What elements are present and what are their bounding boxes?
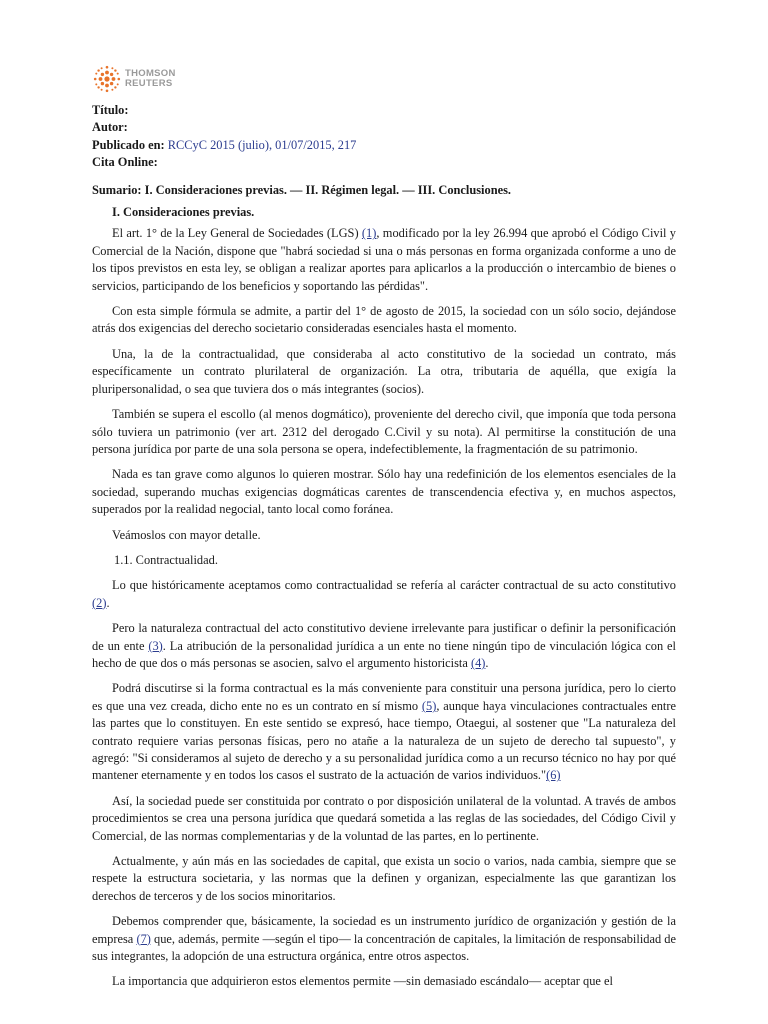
reuters-dots-icon bbox=[92, 64, 122, 94]
cita-label: Cita Online: bbox=[92, 155, 158, 170]
publicado-label: Publicado en: bbox=[92, 137, 165, 152]
paragraph-7: Lo que históricamente aceptamos como contractualidad se refería al carácter contractual de su acto constitutivo (2). bbox=[92, 578, 676, 610]
footnote-link-3[interactable]: (3) bbox=[148, 638, 163, 653]
paragraph-12: Debemos comprender que, básicamente, la sociedad es un instrumento jurídico de organización y gestión de la empresa (7) que, además, permite —según el tipo— la concentración de capitales, la limitación de responsabilidad de sus integrantes, la adopción de una estructura orgánica, entre otros aspectos. bbox=[92, 914, 676, 964]
paragraph-2: Con esta simple fórmula se admite, a partir del 1° de agosto de 2015, la sociedad con un sólo socio, dejándose atrás dos exigencias del derecho societario consideradas esenciales hasta el momento. bbox=[92, 304, 676, 336]
logo-line-2: REUTERS bbox=[125, 78, 173, 89]
paragraph-4: También se supera el escollo (al menos dogmático), proveniente del derecho civil, que imponía que toda persona sólo tuviera un patrimonio (ver art. 2312 del derogado C.Civil y su nota). Al permitirse la constitución de una persona jurídica por parte de una sola persona se opera, indefectiblemente, la fragmentación de su patrimonio. bbox=[92, 407, 676, 456]
paragraph-9: Podrá discutirse si la forma contractual es la más conveniente para constituir una persona jurídica, pero lo cierto es que una vez creada, dicho ente no es un contrato en sí mismo (5), aunque haya vinculaciones contractuales entre las partes que lo constituyen. En este sentido se expresó, hace tiempo, Otaegui, al sostener que "La naturaleza del contrato requiere varias personas físicas, pero no atañe a la naturaleza de un sujeto de derecho tal supuesto", y agregó: "Si consideramos al sujeto de derecho y a su personalidad jurídica como a un recurso técnico no hay por qué mantener eternamente y en todos los casos el sustrato de la actuación de varios individuos."(6) bbox=[92, 681, 676, 783]
footnote-link-1[interactable]: (1) bbox=[361, 226, 377, 241]
meta-autor bbox=[92, 119, 676, 136]
meta-cita bbox=[92, 154, 676, 171]
paragraph-8: Pero la naturaleza contractual del acto constitutivo deviene irrelevante para justificar o definir la personificación de un ente (3). La atribución de la personalidad jurídica a un ente no tiene ningún tipo de vinculación lógica con el hecho de que dos o más personas se asocien, salvo el argumento historicista (4). bbox=[92, 621, 676, 670]
autor-label: Autor: bbox=[92, 120, 128, 135]
paragraph-1: El art. 1° de la Ley General de Sociedades (LGS) (1), modificado por la ley 26.994 que aprobó el Código Civil y Comercial de la Nación, dispone que "habrá sociedad si una o más personas en forma organizada conforme a uno de los tipos previstos en esta ley, se obligan a realizar aportes para aplicarlos a la producción o intercambio de bienes o servicios, participando de los beneficios y soportando las pérdidas". bbox=[92, 226, 677, 293]
footnote-link-7[interactable]: (7) bbox=[136, 931, 151, 946]
titulo-label: Título: bbox=[92, 103, 129, 117]
section-1-title: I. Consideraciones previas. bbox=[112, 205, 255, 220]
paragraph-3: Una, la de la contractualidad, que consideraba al acto constitutivo de la sociedad un contrato, más específicamente un contrato plurilateral de organización. La otra, tributaria de aquélla, que exigía la pluripersonalidad, o sea que tuviera dos o más integrantes (socios). bbox=[92, 346, 676, 396]
logo-line-1: THOMSON bbox=[125, 68, 176, 79]
meta-titulo bbox=[92, 102, 676, 119]
thomson-reuters-logo bbox=[92, 62, 676, 96]
footnote-link-2[interactable]: (2) bbox=[92, 595, 107, 610]
footnote-link-6[interactable]: (6) bbox=[546, 768, 561, 783]
footnote-link-5[interactable]: (5) bbox=[421, 698, 437, 713]
sumario: Sumario: I. Consideraciones previas. — II. Régimen legal. — III. Conclusiones. bbox=[92, 182, 512, 197]
paragraph-11: Actualmente, y aún más en las sociedades de capital, que exista un socio o varios, nada cambia, siempre que se respete la estructura societaria, y las normas que la definen y organizan, especialmente las que garantizan los derechos de terceros y de los socios minoritarios. bbox=[92, 854, 676, 903]
document-page bbox=[92, 62, 676, 991]
footnote-link-4[interactable]: (4) bbox=[470, 655, 486, 670]
paragraph-6: Veámoslos con mayor detalle. bbox=[112, 527, 261, 542]
paragraph-13: La importancia que adquirieron estos elementos permite —sin demasiado escándalo— aceptar que el bbox=[112, 974, 613, 989]
logo-wordmark bbox=[125, 69, 176, 89]
publicado-value: RCCyC 2015 (julio), 01/07/2015, 217 bbox=[167, 137, 357, 152]
paragraph-5: Nada es tan grave como algunos lo quieren mostrar. Sólo hay una redefinición de los elementos esenciales de la sociedad, superando muchas exigencias dogmáticas carentes de transcendencia efectiva y, en muchos aspectos, superados por la realidad negocial, tanto local como foránea. bbox=[92, 467, 676, 517]
meta-publicado bbox=[92, 137, 676, 154]
paragraph-10: Así, la sociedad puede ser constituida por contrato o por disposición unilateral de la voluntad. A través de ambos procedimientos se crea una persona jurídica que quedará sometida a las reglas de las sociedades, del Código Civil y Comercial, de las normas complementarias y de la voluntad de las partes, en lo pertinente. bbox=[92, 793, 676, 843]
subsection-1-1-title: 1.1. Contractualidad. bbox=[114, 552, 218, 567]
